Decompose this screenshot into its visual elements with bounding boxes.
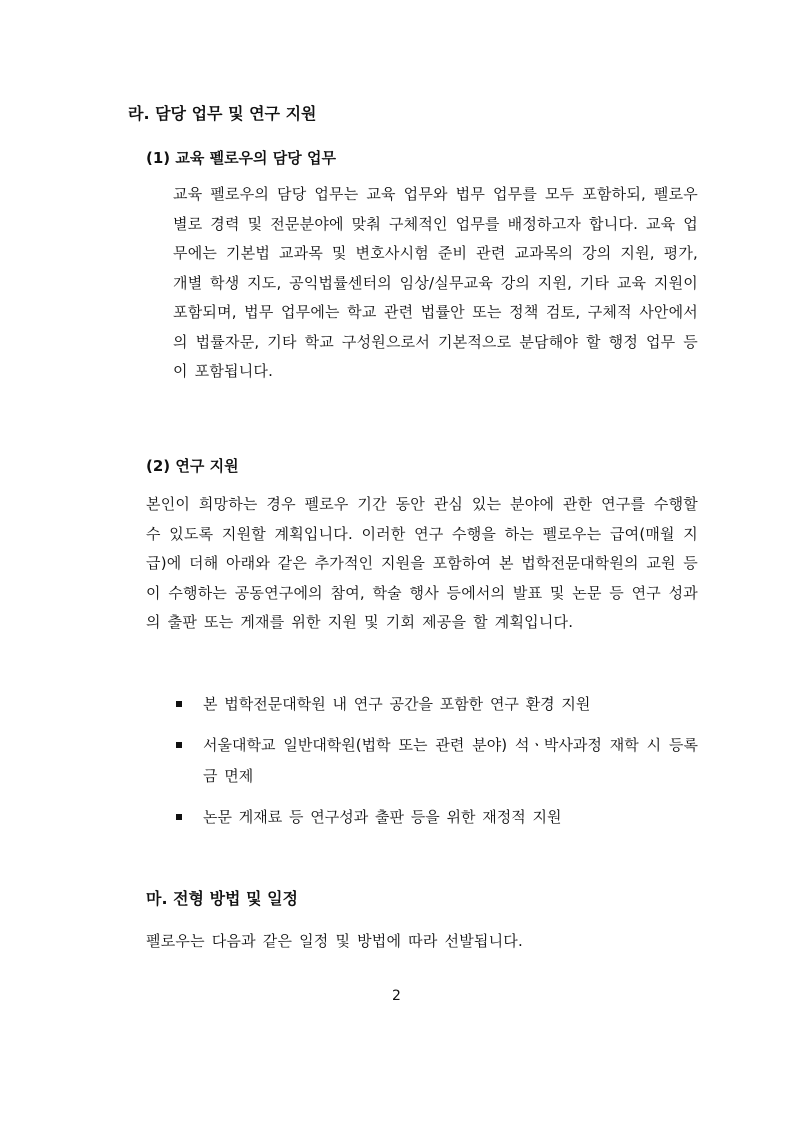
square-bullet-icon bbox=[176, 742, 182, 748]
section-heading-ma: 마. 전형 방법 및 일정 bbox=[146, 889, 299, 908]
page-number: 2 bbox=[392, 988, 401, 1004]
subsection-heading-research: (2) 연구 지원 bbox=[146, 457, 239, 475]
duties-paragraph: 교육 펠로우의 담당 업무는 교육 업무와 법무 업무를 모두 포함하되, 펠로우별로 경력 및 전문분야에 맞춰 구체적인 업무를 배정하고자 합니다. 교육 업무에는 기본법 교과목 및 변호사시험 준비 관련 교과목의 강의 지원, 평가, 개별 학생 지도, 공익법률센터의 임상/실무교육 강의 지원, 기타 교육 지원이 포함되며, 법무 업무에는 학교 관련 법률안 또는 정책 검토, 구체적 사안에서의 법률자문, 기타 학교 구성원으로서 기본적으로 분담해야 할 행정 업무 등이 포함됩니다. bbox=[173, 185, 698, 380]
subsection-heading-duties: (1) 교육 펠로우의 담당 업무 bbox=[146, 149, 336, 167]
square-bullet-icon bbox=[176, 701, 182, 707]
list-item bbox=[173, 802, 698, 833]
list-item bbox=[173, 689, 698, 720]
research-paragraph: 본인이 희망하는 경우 펠로우 기간 동안 관심 있는 분야에 관한 연구를 수행할 수 있도록 지원할 계획입니다. 이러한 연구 수행을 하는 펠로우는 급여(매월 지급)에 더해 아래와 같은 추가적인 지원을 포함하여 본 법학전문대학원의 교원 등이 수행하는 공동연구에의 참여, 학술 행사 등에서의 발표 및 논문 등 연구 성과의 출판 또는 게재를 위한 지원 및 기회 제공을 할 계획입니다. bbox=[146, 495, 698, 631]
list-item-text: 서울대학교 일반대학원(법학 또는 관련 분야) 석ㆍ박사과정 재학 시 등록금 면제 bbox=[203, 736, 698, 785]
list-item bbox=[173, 730, 698, 792]
research-support-list bbox=[173, 689, 698, 833]
selection-paragraph: 펠로우는 다음과 같은 일정 및 방법에 따라 선발됩니다. bbox=[146, 932, 523, 950]
section-heading-ra: 라. 담당 업무 및 연구 지원 bbox=[128, 104, 317, 123]
list-item-text: 논문 게재료 등 연구성과 출판 등을 위한 재정적 지원 bbox=[203, 808, 562, 826]
list-item-text: 본 법학전문대학원 내 연구 공간을 포함한 연구 환경 지원 bbox=[203, 695, 591, 713]
square-bullet-icon bbox=[176, 814, 182, 820]
